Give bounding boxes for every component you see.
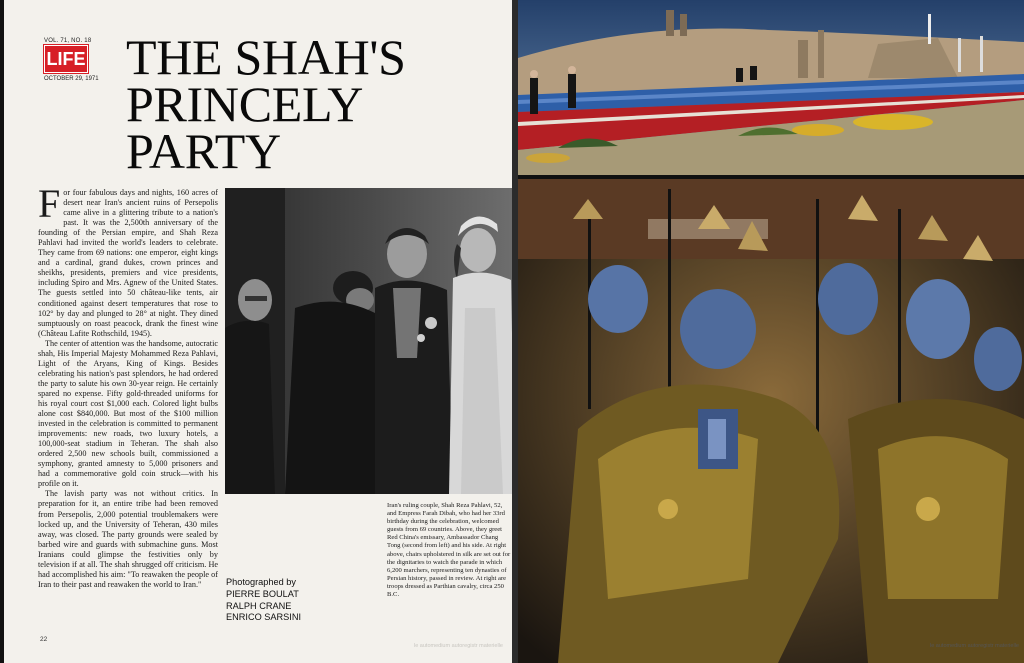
headline-line-2: PRINCELY <box>126 76 364 132</box>
life-logo: LIFE <box>44 45 88 73</box>
photo-caption: Iran's ruling couple, Shah Reza Pahlavi, 52, and Empress Farah Dibah, who had her 33rd birthday during the celebration, welcomed guests from 69 countries. Above, they greet Red China's emissary, Ambassador Chang Tong (second from left) and his side. At right above, chairs upholstered in silk are set out for the dignitaries to watch the parade in which 6,200 marchers, representing ten dynasties of Persian history, passed in review. At right are troops dressed as Parthian cavalry, circa 250 B.C. <box>387 502 511 599</box>
paragraph-1 <box>38 181 218 339</box>
volume-line: VOL. 71, NO. 18 <box>44 38 92 44</box>
page-number: 22 <box>40 636 48 643</box>
watermark-left: le automedium autoregistr materielle <box>414 643 503 649</box>
paragraph-1-text: or four fabulous days and nights, 160 acres of desert near Iran's ancient ruins of Persepolis came alive in a glittering tribute to a nation's past. It was the 2,500th anniversary of the founding of the Persian empire, and Shah Reza Pahlavi had invited the world's leaders to celebrate. They came from 69 nations: one emperor, eight kings and a cardinal, grand dukes, crown princes and sheikhs, presidents, premiers and vice presidents, including Spiro and Mrs. Agnew of the United States. The guests settled into 50 château-like tents, air conditioned against desert temperatures that rose to 102° by day and plunged to 28° at night. They dined sumptuously on roast peacock, drank the finest wine (Château Lafite Rothschild, 1945). <box>38 188 218 338</box>
date-line: OCTOBER 29, 1971 <box>44 76 99 82</box>
paragraph-3: The lavish party was not without critics. In preparation for it, an entire tribe had been removed from Persepolis, 2,000 potential troublemakers were locked up, and the University of Teheran, 430 miles away, was closed. The party grounds were sealed by barbed wire and guards with submachine guns. Most Iranians could glimpse the festivities only by television if at all. The shah shrugged off criticism. He had accomplished his aim: "To reawaken the people of Iran to their past and reawaken the world to Iran." <box>38 489 218 589</box>
article-body <box>38 181 218 590</box>
photo-credit <box>226 577 386 624</box>
paragraph-2: The center of attention was the handsome, autocratic shah, His Imperial Majesty Mohammed Reza Pahlavi, Light of the Aryans, King of Kings. Besides celebrating his nation's past splendors, he had ordered the party to salute his own 30-year reign. He certainly spared no expense. Fifty gold-threaded uniforms for his royal court cost $1,000 each. Colored light bulbs alone cost $840,000. But most of the $100 million invested in the celebration is committed to permanent improvements: new roads, two luxury hotels, a 100,000-seat stadium in Teheran. The shah also ordered 2,500 new schools built, commissioned a symphony, granted amnesty to 5,000 prisoners and had a commemorative gold coin struck—with his profile on it. <box>38 338 218 489</box>
credit-line-1: Photographed by <box>226 577 296 587</box>
right-page <box>518 0 1024 663</box>
greeting-photo <box>225 188 512 494</box>
left-page <box>4 0 512 663</box>
credit-line-4: ENRICO SARSINI <box>226 612 302 623</box>
watermark-right: le automedium autoregistr materielle <box>930 643 1019 649</box>
credit-line-2: PIERRE BOULAT <box>226 588 299 599</box>
cavalry-photo <box>518 179 1024 663</box>
reviewing-stand-photo <box>518 0 1024 175</box>
drop-cap: F <box>38 181 61 226</box>
headline-line-3: PARTY <box>126 123 281 179</box>
credit-line-3: RALPH CRANE <box>226 600 292 611</box>
greeting-photo-image <box>225 188 512 494</box>
headline-line-1: THE SHAH'S <box>126 29 406 85</box>
headline <box>126 29 496 179</box>
reviewing-stand-image <box>518 0 1024 175</box>
cavalry-image <box>518 179 1024 663</box>
